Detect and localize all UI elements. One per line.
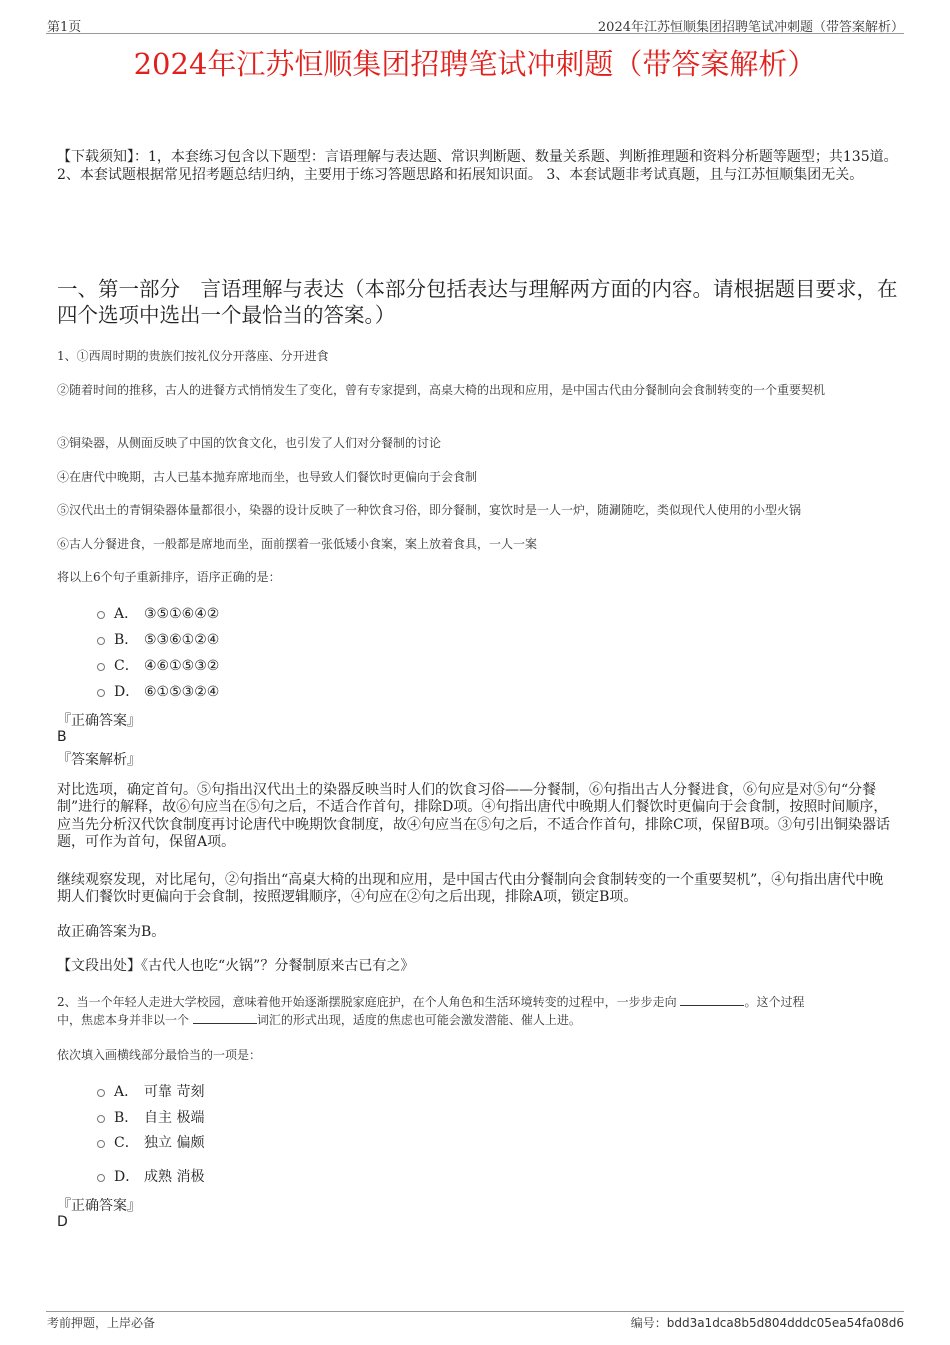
- option-letter: A．: [114, 606, 139, 622]
- option-text: ③⑤①⑥④②: [144, 606, 220, 622]
- q1-analysis-label: 『答案解析』: [57, 752, 141, 768]
- q1-sentence-6: ⑥古人分餐进食，一般都是席地而坐，面前摆着一张低矮小食案，案上放着食具，一人一案: [57, 537, 538, 551]
- q2-stem-part-a: 2、当一个年轻人走进大学校园，意味着他开始逐渐摆脱家庭庇护，在个人角色和生活环境转变的过程中，一步步走向: [57, 995, 677, 1009]
- option-text: 自主 极端: [144, 1110, 205, 1126]
- option-text: 成熟 消极: [144, 1169, 205, 1185]
- q2-stem-part-d: 词汇的形式出现，适度的焦虑也可能会激发潜能、催人上进。: [256, 1013, 581, 1027]
- radio-icon[interactable]: [97, 689, 105, 697]
- option-letter: D．: [114, 1169, 140, 1185]
- option-letter: C．: [114, 1135, 139, 1151]
- q1-sentence-2: ②随着时间的推移，古人的进餐方式悄悄发生了变化，曾有专家提到，高桌大椅的出现和应用，是中国古代由分餐制向会食制转变的一个重要契机: [57, 383, 826, 397]
- q2-option-c[interactable]: [97, 1133, 297, 1153]
- radio-icon[interactable]: [97, 663, 105, 671]
- page-number: 第1页: [47, 20, 82, 35]
- q1-analysis-conclusion: 故正确答案为B。: [57, 924, 166, 940]
- option-text: ⑤③⑥①②④: [144, 632, 220, 648]
- footer-slogan: 考前押题，上岸必备: [47, 1316, 156, 1330]
- q2-stem-part-c: 中，焦虑本身并非以一个: [57, 1013, 190, 1027]
- q1-option-c[interactable]: [97, 656, 297, 676]
- q2-option-d[interactable]: [97, 1167, 297, 1187]
- radio-icon[interactable]: [97, 1174, 105, 1182]
- q1-answer-label: 『正确答案』: [57, 713, 141, 729]
- q2-blank-2: [193, 1013, 257, 1024]
- download-notice: 【下载须知】：1，本套练习包含以下题型：言语理解与表达题、常识判断题、数量关系题、判断推理题和资料分析题等题型；共135道。 2、本套试题根据常见招考题总结归纳，主要用于练习答题思路和拓展知识面。 3、本套试题非考试真题，且与江苏恒顺集团无关。: [57, 149, 898, 183]
- q1-sentence-3: ③铜染器，从侧面反映了中国的饮食文化，也引发了人们对分餐制的讨论: [57, 436, 442, 450]
- option-letter: D．: [114, 684, 140, 700]
- footer-code-value: bdd3a1dca8b5d804dddc05ea54fa08d6: [666, 1316, 904, 1330]
- option-text: ⑥①⑤③②④: [144, 684, 220, 700]
- header-divider: [46, 33, 904, 34]
- q2-stem-part-b: 。这个过程: [744, 995, 805, 1009]
- q1-sentence-4: ④在唐代中晚期，古人已基本抛弃席地而坐，也导致人们餐饮时更偏向于会食制: [57, 470, 478, 484]
- q2-stem: [57, 993, 902, 1029]
- option-letter: C．: [114, 658, 139, 674]
- radio-icon[interactable]: [97, 1115, 105, 1123]
- section-heading: 一、第一部分 言语理解与表达（本部分包括表达与理解两方面的内容。请根据题目要求，在四个选项中选出一个最恰当的答案。）: [57, 277, 898, 327]
- q1-sentence-5: ⑤汉代出土的青铜染器体量都很小，染器的设计反映了一种饮食习俗，即分餐制，宴饮时是一人一炉，随涮随吃，类似现代人使用的小型火锅: [57, 503, 802, 517]
- q2-answer: D: [57, 1214, 68, 1230]
- option-letter: B．: [114, 1110, 139, 1126]
- radio-icon[interactable]: [97, 637, 105, 645]
- q1-option-a[interactable]: [97, 604, 297, 624]
- footer-divider: [46, 1311, 904, 1312]
- q2-blank-1: [680, 995, 744, 1006]
- page-title: 2024年江苏恒顺集团招聘笔试冲刺题（带答案解析）: [133, 47, 817, 81]
- radio-icon[interactable]: [97, 1140, 105, 1148]
- header-doc-title: 2024年江苏恒顺集团招聘笔试冲刺题（带答案解析）: [597, 20, 904, 35]
- option-text: ④⑥①⑤③②: [144, 658, 220, 674]
- option-text: 可靠 苛刻: [144, 1084, 205, 1100]
- q1-analysis-paragraph-1: 对比选项，确定首句。⑤句指出汉代出土的染器反映当时人们的饮食习俗——分餐制，⑥句指出古人分餐进食，⑥句应是对⑤句“分餐制”进行的解释，故⑥句应当在⑤句之后，不适合作首句，排除D项。④句指出唐代中晚期人们餐饮时更偏向于会食制，按照时间顺序，应当先分析汉代饮食制度再讨论唐代中晚期饮食制度，故④句应当在⑤句之后，不适合作首句，排除C项，保留B项。③句引出铜染器话题，可作为首句，保留A项。: [57, 782, 890, 850]
- q1-option-b[interactable]: [97, 630, 297, 650]
- q2-prompt: 依次填入画横线部分最恰当的一项是：: [57, 1048, 262, 1062]
- option-text: 独立 偏颇: [144, 1135, 205, 1151]
- q2-option-b[interactable]: [97, 1108, 297, 1128]
- q1-analysis-paragraph-2: 继续观察发现，对比尾句，②句指出“高桌大椅的出现和应用，是中国古代由分餐制向会食制转变的一个重要契机”，④句指出唐代中晚期人们餐饮时更偏向于会食制，按照逻辑顺序，④句应在②句之后出现，排除A项，锁定B项。: [57, 872, 884, 906]
- option-letter: B．: [114, 632, 139, 648]
- q1-source: 【文段出处】《古代人也吃“火锅”？分餐制原来古已有之》: [57, 958, 415, 974]
- option-letter: A．: [114, 1084, 139, 1100]
- q1-stem: 将以上6个句子重新排序，语序正确的是：: [57, 570, 281, 584]
- q1-answer: B: [57, 729, 67, 745]
- q2-option-a[interactable]: [97, 1082, 297, 1102]
- q1-option-d[interactable]: [97, 682, 297, 702]
- footer-code: [631, 1314, 904, 1331]
- q2-answer-label: 『正确答案』: [57, 1198, 141, 1214]
- radio-icon[interactable]: [97, 1089, 105, 1097]
- radio-icon[interactable]: [97, 611, 105, 619]
- q1-sentence-1: 1、①西周时期的贵族们按礼仪分开落座、分开进食: [57, 349, 329, 363]
- footer-code-label: 编号：: [630, 1316, 667, 1330]
